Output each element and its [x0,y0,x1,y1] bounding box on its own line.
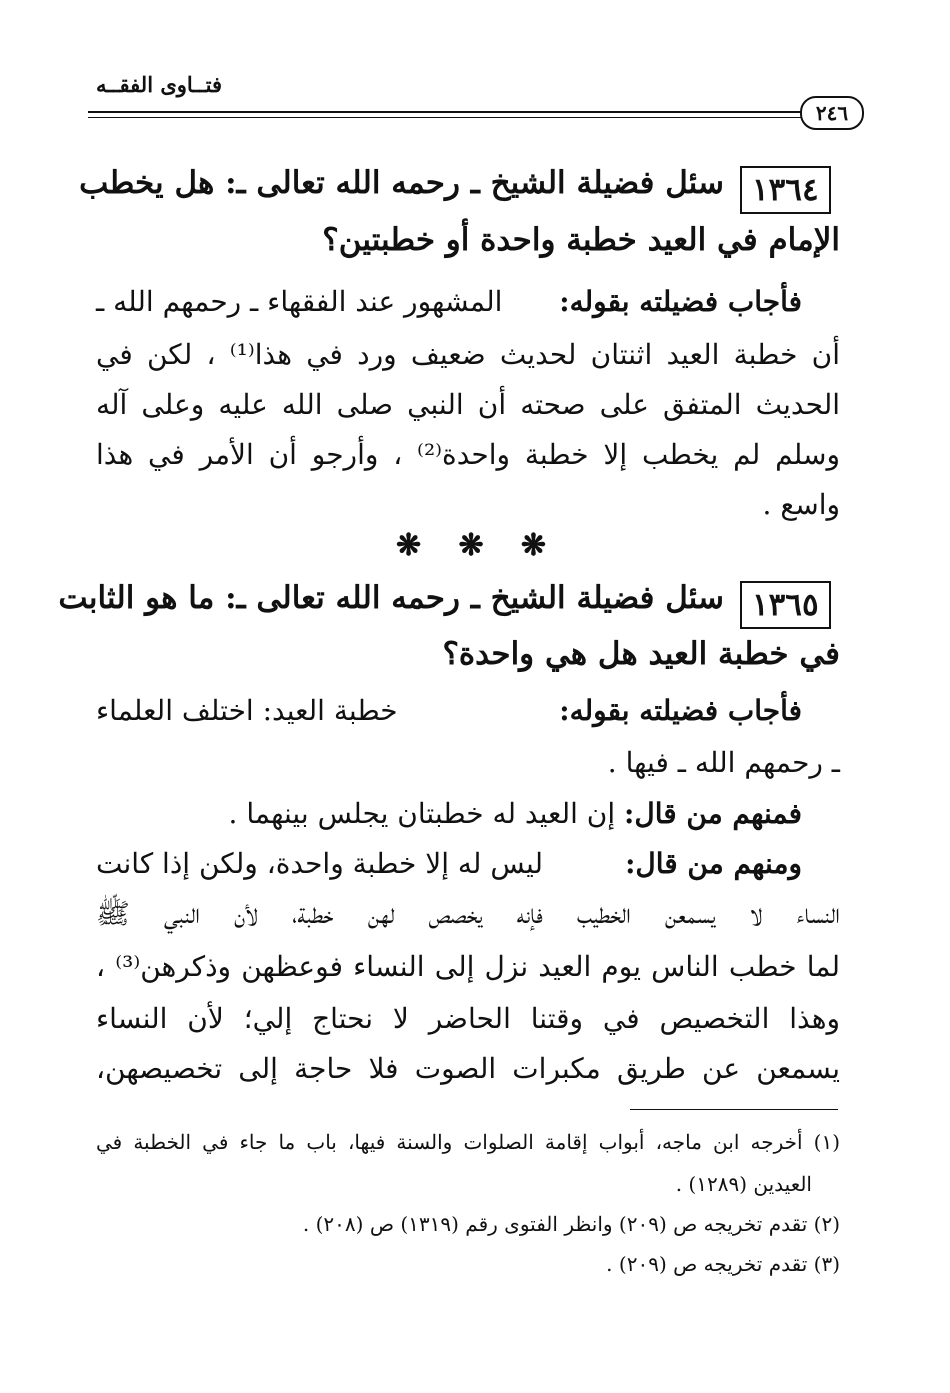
answer-text: أن خطبة العيد اثنتان لحديث ضعيف ورد في هذا⁽¹⁾ ، لكن في [96,338,840,371]
asterisk-ornament: ❋ [396,528,422,563]
answer-paragraph-line [229,797,802,830]
fatwa-number-box [740,581,831,629]
question-text: سئل فضيلة الشيخ ـ رحمه الله تعالى ـ: ما هو الثابت [58,580,724,616]
page-number-badge [800,96,864,130]
question-text: في خطبة العيد هل هي واحدة؟ [442,636,840,672]
footnote: (٣) تقدم تخريجه ص (٢٠٩) . [606,1252,840,1276]
answer-text: وسلم لم يخطب إلا خطبة واحدة⁽²⁾ ، وأرجو أن الأمر في هذا [96,438,840,471]
footnote: (٢) تقدم تخريجه ص (٢٠٩) وانظر الفتوى رقم (١٣١٩) ص (٢٠٨) . [302,1212,840,1236]
answer-text: المشهور عند الفقهاء ـ رحمهم الله ـ [96,285,503,318]
answer-lead: فأجاب فضيلته بقوله: [559,285,802,318]
asterisk-ornament: ❋ [520,528,546,563]
footnote-rule [630,1109,838,1110]
header-rule [88,111,832,113]
fatwa-number-box [740,166,831,214]
answer-text: واسع . [762,488,840,521]
answer-text: الحديث المتفق على صحته أن النبي صلى الله عليه وعلى آله [96,388,840,421]
answer-text: النساء لا يسمعن الخطيب فإنه يخصص لهن خطبة، لأن النبي ﷺ [96,897,840,930]
question-text: سئل فضيلة الشيخ ـ رحمه الله تعالى ـ: هل يخطب [79,165,724,201]
running-header-title: فتــاوى الفقــه [95,72,222,97]
answer-text: خطبة العيد: اختلف العلماء [96,694,398,727]
header-rule-thin [88,117,832,118]
answer-text: ليس له إلا خطبة واحدة، ولكن إذا كانت [96,847,544,880]
section-separator [396,528,546,563]
answer-text: يسمعن عن طريق مكبرات الصوت فلا حاجة إلى تخصيصهن، [96,1052,840,1085]
answer-text: لما خطب الناس يوم العيد نزل إلى النساء فوعظهن وذكرهن⁽³⁾ ، [96,950,841,983]
fatwa-number: ١٣٦٤ [752,172,819,208]
footnote: (١) أخرجه ابن ماجه، أبواب إقامة الصلوات والسنة فيها، باب ما جاء في الخطبة في [96,1130,840,1154]
answer-text: ـ رحمهم الله ـ فيها . [607,746,840,779]
asterisk-ornament: ❋ [458,528,484,563]
answer-paragraph-line [96,694,840,727]
opinion-lead: فمنهم من قال: [624,797,802,830]
fatwa-number: ١٣٦٥ [752,587,819,623]
answer-paragraph-line [96,285,840,318]
footnote-continuation: العيدين (١٢٨٩) . [675,1172,812,1196]
question-text: الإمام في العيد خطبة واحدة أو خطبتين؟ [322,222,840,258]
answer-text: وهذا التخصيص في وقتنا الحاضر لا نحتاج إلي؛ لأن النساء [96,1002,840,1035]
answer-lead: فأجاب فضيلته بقوله: [559,694,802,727]
answer-text: إن العيد له خطبتان يجلس بينهما . [228,797,616,830]
opinion-lead: ومنهم من قال: [625,847,802,880]
answer-paragraph-line [96,847,802,880]
page-number: ٢٤٦ [815,101,849,125]
